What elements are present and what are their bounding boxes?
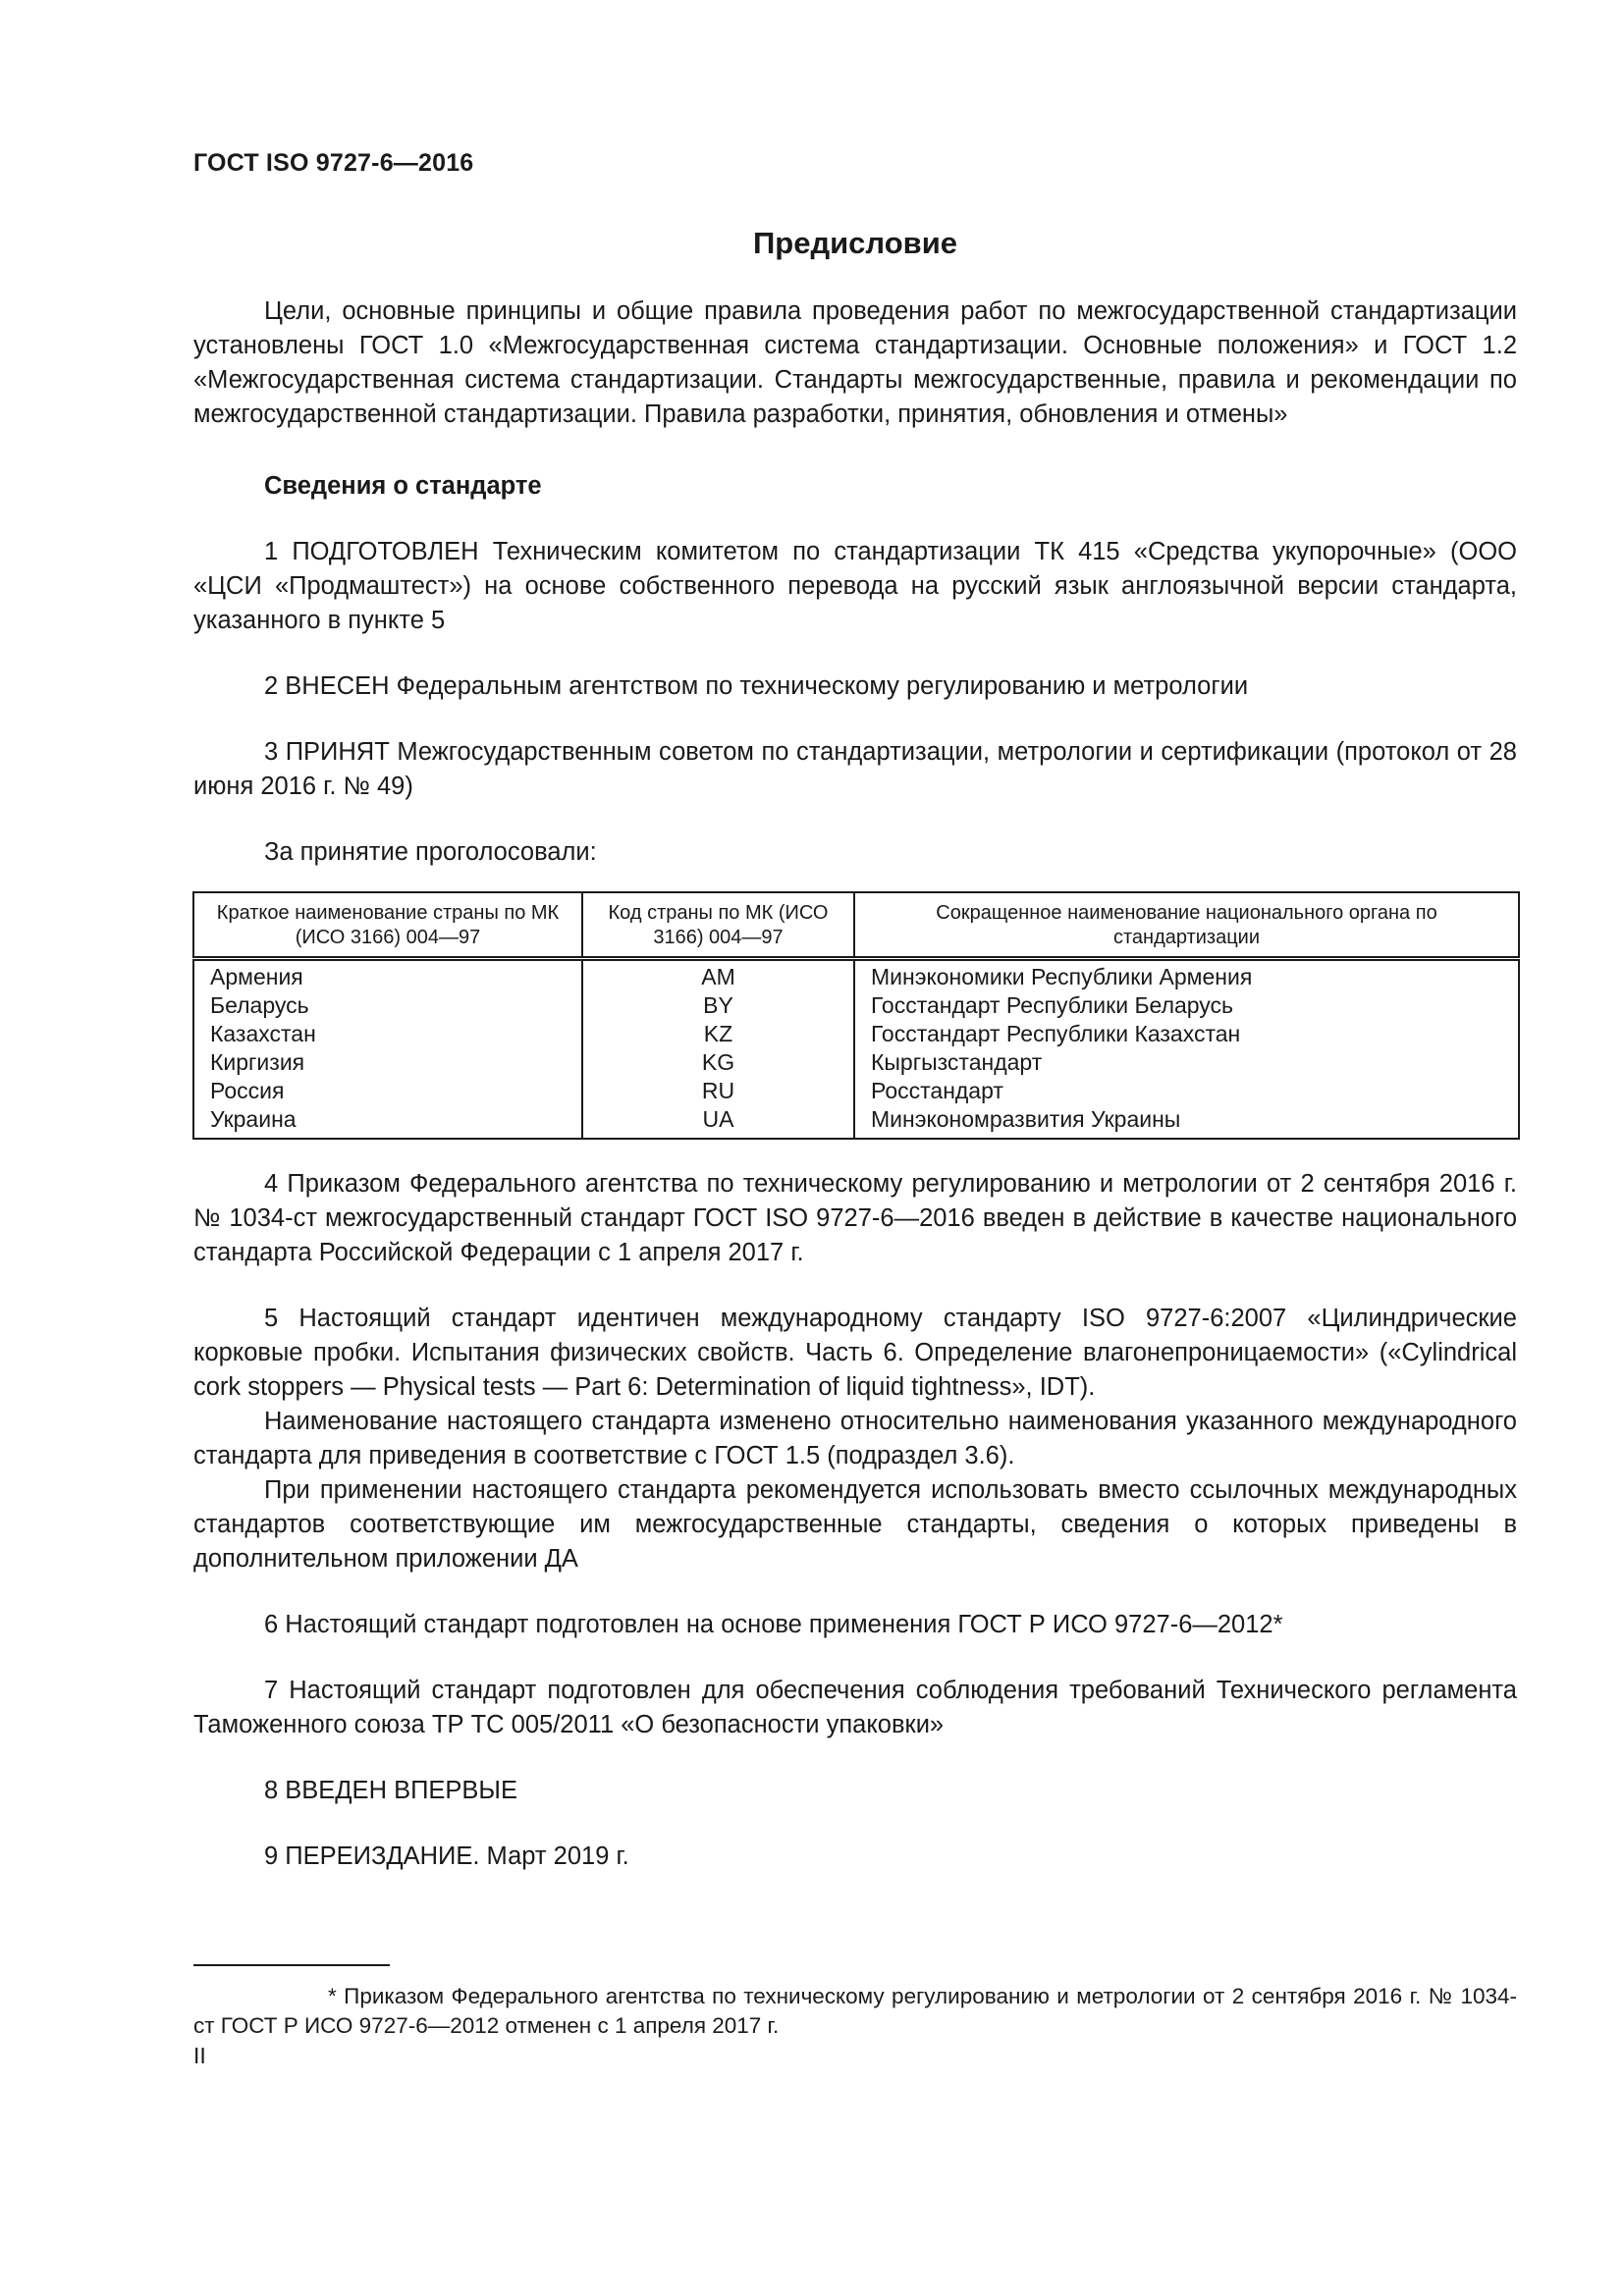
country-cell: Киргизия: [193, 1048, 582, 1077]
item-7-paragraph: 7 Настоящий стандарт подготовлен для обеспечения соблюдения требований Технического регламента Таможенного союза ТР ТС 005/2011 «О безопасности упаковки»: [193, 1677, 1517, 1738]
standards-body-cell: Госстандарт Республики Беларусь: [854, 991, 1519, 1020]
column-header-code: Код страны по МК (ИСО 3166) 004—97: [582, 892, 854, 959]
country-code-cell: UA: [582, 1105, 854, 1139]
footnote: [193, 1982, 1517, 2041]
country-code-cell: AM: [582, 959, 854, 992]
standards-body-cell: Минэкономики Республики Армения: [854, 959, 1519, 992]
table-row: [193, 959, 1519, 992]
standards-body-cell: Госстандарт Республики Казахстан: [854, 1020, 1519, 1048]
table-row: [193, 1020, 1519, 1048]
page-number: II: [193, 2043, 206, 2068]
item-5-paragraph: 5 Настоящий стандарт идентичен международному стандарту ISO 9727-6:2007 «Цилиндрические корковые пробки. Испытания физических свойств. Часть 6. Определение влагонепроницаемости» («Cylindrical cork stoppers — Physical tests — Part 6: Determination of liquid tightness», IDT).: [193, 1305, 1517, 1401]
table-row: [193, 1048, 1519, 1077]
country-cell: Россия: [193, 1077, 582, 1105]
item-8-paragraph: 8 ВВЕДЕН ВПЕРВЫЕ: [264, 1777, 518, 1804]
page-title: Предисловие: [752, 226, 957, 260]
country-cell: Армения: [193, 959, 582, 992]
standards-body-cell: Минэкономразвития Украины: [854, 1105, 1519, 1139]
voting-countries-table: [192, 891, 1520, 1140]
country-code-cell: RU: [582, 1077, 854, 1105]
country-cell: Украина: [193, 1105, 582, 1139]
footnote-divider: [193, 1964, 390, 1966]
column-header-body: Сокращенное наименование национального органа по стандартизации: [854, 892, 1519, 959]
country-code-cell: KZ: [582, 1020, 854, 1048]
standards-body-cell: Кыргызстандарт: [854, 1048, 1519, 1077]
table-row: [193, 991, 1519, 1020]
vote-intro-text: За принятие проголосовали:: [264, 838, 597, 866]
country-code-cell: KG: [582, 1048, 854, 1077]
item-5-name-note: Наименование настоящего стандарта изменено относительно наименования указанного международного стандарта для приведения в соответствие с ГОСТ 1.5 (подраздел 3.6).: [193, 1408, 1517, 1469]
item-5-reference-note: При применении настоящего стандарта рекомендуется использовать вместо ссылочных международных стандартов соответствующие им межгосударственные стандарты, сведения о которых приведены в дополнительном приложении ДА: [193, 1476, 1517, 1573]
table-row: [193, 1105, 1519, 1139]
item-4-paragraph: 4 Приказом Федерального агентства по техническому регулированию и метрологии от 2 сентября 2016 г. № 1034-ст межгосударственный стандарт ГОСТ ISO 9727-6—2016 введен в действие в качестве национального стандарта Российской Федерации с 1 апреля 2017 г.: [193, 1170, 1517, 1266]
foreword-content: [193, 294, 1517, 1874]
footnote-text: * Приказом Федерального агентства по техническому регулированию и метрологии от 2 сентября 2016 г. № 1034-ст ГОСТ Р ИСО 9727-6—2012 отменен с 1 апреля 2017 г.: [193, 1984, 1517, 2038]
column-header-country: Краткое наименование страны по МК (ИСО 3166) 004—97: [193, 892, 582, 959]
standard-code-header: ГОСТ ISO 9727-6—2016: [193, 149, 474, 177]
item-9-paragraph: 9 ПЕРЕИЗДАНИЕ. Март 2019 г.: [264, 1842, 629, 1870]
country-cell: Казахстан: [193, 1020, 582, 1048]
country-code-cell: BY: [582, 991, 854, 1020]
item-1-paragraph: 1 ПОДГОТОВЛЕН Техническим комитетом по стандартизации ТК 415 «Средства укупорочные» (ООО «ЦСИ «Продмаштест») на основе собственного перевода на русский язык англоязычной версии стандарта, указанного в пункте 5: [193, 538, 1517, 634]
intro-paragraph: Цели, основные принципы и общие правила проведения работ по межгосударственной стандартизации установлены ГОСТ 1.0 «Межгосударственная система стандартизации. Основные положения» и ГОСТ 1.2 «Межгосударственная система стандартизации. Стандарты межгосударственные, правила и рекомендации по межгосударственной стандартизации. Правила разработки, принятия, обновления и отмены»: [193, 297, 1517, 428]
table-row: [193, 1077, 1519, 1105]
section-subheading: Сведения о стандарте: [264, 472, 542, 500]
item-3-paragraph: 3 ПРИНЯТ Межгосударственным советом по стандартизации, метрологии и сертификации (протокол от 28 июня 2016 г. № 49): [193, 738, 1517, 800]
country-cell: Беларусь: [193, 991, 582, 1020]
item-6-paragraph: 6 Настоящий стандарт подготовлен на основе применения ГОСТ Р ИСО 9727-6—2012*: [264, 1611, 1283, 1638]
standards-body-cell: Росстандарт: [854, 1077, 1519, 1105]
table-header-row: [193, 892, 1519, 959]
item-2-paragraph: 2 ВНЕСЕН Федеральным агентством по техническому регулированию и метрологии: [264, 672, 1249, 700]
